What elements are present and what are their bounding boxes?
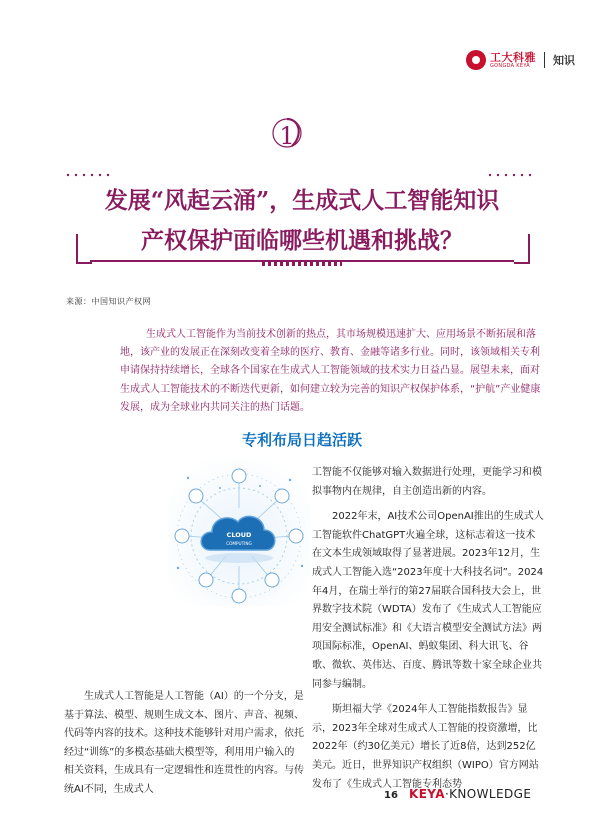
left-column-paragraph: 生成式人工智能是人工智能（AI）的一个分支，是基于算法、模型、规则生成文本、图片、声音、视频、代码等内容的技术。这种技术能够针对用户需求，依托经过“训练”的多模态基础大模型等，利用用户输入的相关资料，生成具有一定逻辑性和连贯性的内容。与传统AI不同，生成式人 <box>64 691 304 795</box>
article-title-line1: 发展“风起云涌”，生成式人工智能知识 <box>104 187 500 214</box>
decorative-dots-right <box>460 172 540 178</box>
right-column <box>312 464 544 794</box>
section-label: 知识 <box>553 54 575 67</box>
article-source: 来源：中国知识产权网 <box>66 297 151 306</box>
right-paragraph-3: 斯坦福大学《2024年人工智能指数报告》显示，2023年全球对生成式人工智能的投资激增，比2022年（约30亿美元）增长了近8倍，达到252亿美元。近日，世界知识产权组织（WIPO）官方网站发布了《生成式人工智能专利态势 <box>312 704 539 790</box>
footer-brand-knowledge: KNOWLEDGE <box>449 787 532 801</box>
title-frame-right <box>514 234 530 264</box>
brand-name-cn: 工大科雅 <box>490 50 536 64</box>
cloud-label-line2: COMPUTING <box>226 541 252 546</box>
cloud-label-line1: CLOUD <box>226 531 252 539</box>
article-title-line2: 产权保护面临哪些机遇和挑战？ <box>141 227 463 254</box>
right-paragraph-1: 工智能不仅能够对输入数据进行处理，更能学习和模拟事物内在规律，自主创造出新的内容。 <box>312 467 542 497</box>
brand-name <box>490 52 536 69</box>
decorative-dots-left <box>64 172 144 178</box>
footer-brand <box>409 787 531 801</box>
logo-divider <box>544 52 545 68</box>
chapter-number: 1 <box>279 122 295 150</box>
cloud-computing-illustration <box>168 458 310 606</box>
right-paragraph-2: 2022年末，AI技术公司OpenAI推出的生成式人工智能软件ChatGPT火遍全球，这标志着这一技术在文本生成领域取得了显著进展。2023年12月，生成式人工智能入选“2023年度十大科技名词”。2024年4月，在瑞士举行的第27届联合国科技大会上，世界数字技术院（WDTA）发布了《生成式人工智能应用安全测试标准》和《大语言模型安全测试方法》两项国际标准，OpenAI、蚂蚁集团、科大讯飞、谷歌、微软、英伟达、百度、腾讯等数十家全球企业共同参与编制。 <box>312 511 544 690</box>
intro-paragraph: 生成式人工智能作为当前技术创新的热点，其市场规模迅速扩大、应用场景不断拓展和落地，该产业的发展正在深刻改变着全球的医疗、教育、金融等诸多行业。同时，该领域相关专利申请保持持续增长，全球各个国家在生成式人工智能领域的技术实力日益凸显。展望未来，面对生成式人工智能技术的不断迭代更新，如何建立较为完善的知识产权保护体系，“护航”产业健康发展，成为全球业内共同关注的热门话题。 <box>120 329 541 413</box>
footer-brand-keya: KEYA <box>409 787 445 801</box>
section-heading: 专利布局日趋活跃 <box>241 431 362 449</box>
brand-name-en: GONGDA KEYA <box>490 62 531 69</box>
title-frame-dashes <box>262 262 342 266</box>
header-logo <box>466 49 575 71</box>
page-number: 16 <box>384 790 398 801</box>
footer-brand-separator: · <box>444 787 450 801</box>
brand-logo-icon <box>466 50 486 70</box>
